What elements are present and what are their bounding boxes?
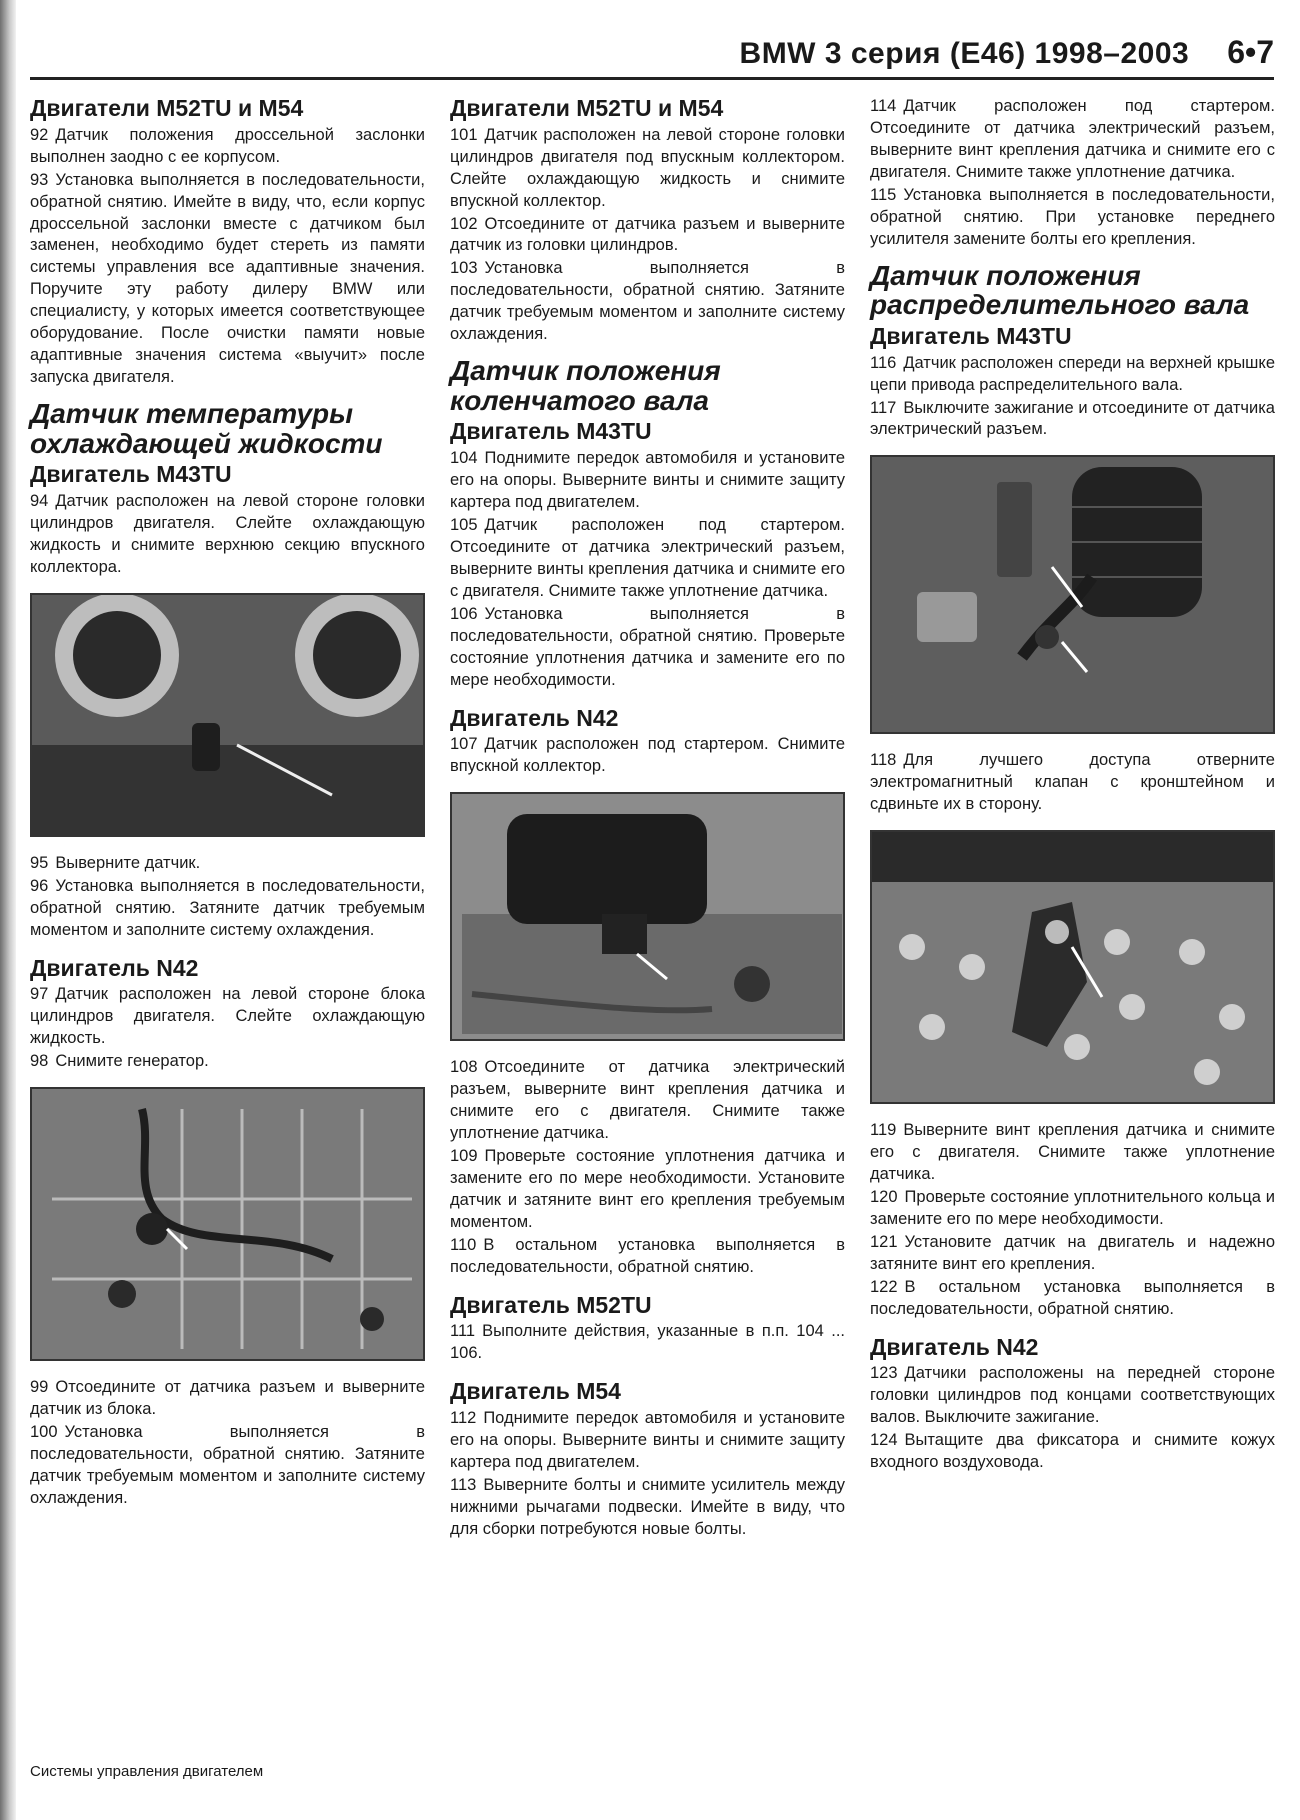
section-heading: Датчик положения коленчатого вала	[450, 355, 721, 416]
paragraph: 123 Датчики расположены на передней стороне головки цилиндров под концами соответствующих валов. Выключите зажигание.	[870, 1364, 1275, 1427]
subheading: Двигатель N42	[870, 1333, 1039, 1360]
section-heading: Датчик температуры охлаждающей жидкости	[30, 398, 383, 459]
paragraph: 108 Отсоедините от датчика электрический разъем, выверните винт крепления датчика и снимите его с двигателя. Снимите также уплотнение датчика.	[450, 1058, 845, 1142]
paragraph: 113 Выверните болты и снимите усилитель между нижними рычагами подвески. Имейте в виду, что для сборки потребуются новые болты.	[450, 1475, 845, 1538]
paragraph: 112 Поднимите передок автомобиля и установите его на опоры. Выверните винты и снимите защиту картера под двигателем.	[450, 1408, 845, 1471]
paragraph: 104 Поднимите передок автомобиля и установите его на опоры. Выверните винты и снимите защиту картера под двигателем.	[450, 449, 845, 512]
subheading: Двигатели M52TU и M54	[450, 95, 724, 121]
paragraph: 118 Для лучшего доступа отверните электромагнитный клапан с кронштейном и сдвиньте их в сторону.	[870, 751, 1275, 814]
paragraph: 101 Датчик расположен на левой стороне головки цилиндров двигателя под впускным коллектором. Слейте охлаждающую жидкость и снимите впускной коллектор.	[450, 125, 845, 210]
paragraph: 100 Установка выполняется в последовательности, обратной снятию. Затяните датчик требуемым моментом и заполните систему охлаждения.	[30, 1422, 425, 1507]
paragraph: 107 Датчик расположен под стартером. Снимите впускной коллектор.	[450, 735, 845, 776]
paragraph: 124 Вытащите два фиксатора и снимите кожух входного воздуховода.	[870, 1431, 1275, 1472]
paragraph: 117 Выключите зажигание и отсоедините от датчика электрический разъем.	[870, 398, 1275, 439]
photo-coolant-sensor-m43tu	[30, 593, 425, 837]
paragraph: 116 Датчик расположен спереди на верхней крышке цепи привода распределительного вала.	[870, 353, 1275, 394]
subheading: Двигатель N42	[450, 704, 619, 731]
starter-photo-illustration	[452, 794, 845, 1039]
subheading: Двигатели M52TU и M54	[30, 95, 304, 121]
paragraph: 106 Установка выполняется в последовательности, обратной снятию. Проверьте состояние уплотнения датчика и замените его по мере необходимости.	[450, 604, 845, 689]
engine-block-photo-illustration	[32, 1089, 425, 1359]
paragraph: 109 Проверьте состояние уплотнения датчика и замените его по мере необходимости. Установите датчик и затяните винт его крепления требуемым моментом.	[450, 1146, 845, 1231]
paragraph: 119 Выверните винт крепления датчика и снимите его с двигателя. Снимите также уплотнение датчика.	[870, 1121, 1275, 1184]
page-header	[30, 22, 1274, 80]
paragraph: 92 Датчик положения дроссельной заслонки выполнен заодно с ее корпусом.	[30, 125, 425, 166]
subheading: Двигатель M43TU	[30, 461, 232, 488]
page-edge-shadow	[0, 0, 16, 1820]
paragraph: 95 Выверните датчик.	[30, 853, 201, 872]
subheading: Двигатель N42	[30, 954, 199, 981]
paragraph: 96 Установка выполняется в последовательности, обратной снятию. Затяните датчик требуемым моментом и заполните систему охлаждения.	[30, 876, 425, 939]
engine-photo-illustration	[32, 595, 425, 835]
paragraph: 115 Установка выполняется в последовательности, обратной снятию. При установке переднего усилителя замените болты его крепления.	[870, 185, 1275, 248]
subheading: Двигатель M43TU	[450, 418, 652, 445]
subheading: Двигатель M52TU	[450, 1291, 652, 1318]
header-title: BMW 3 серия (E46) 1998–2003	[739, 37, 1190, 70]
photo-cam-sensor-removal	[870, 830, 1275, 1104]
paragraph: 103 Установка выполняется в последовательности, обратной снятию. Затяните датчик требуемым моментом и заполните систему охлаждения.	[450, 259, 845, 344]
paragraph: 120 Проверьте состояние уплотнительного кольца и замените его по мере необходимости.	[870, 1188, 1275, 1228]
page-number: 6•7	[1227, 34, 1274, 70]
paragraph: 93 Установка выполняется в последовательности, обратной снятию. Имейте в виду, что, если корпус дроссельной заслонки вместе с датчиком был заменен, необходимо будет стереть из памяти системы управления все адаптивные значения. Поручите эту работу дилеру BMW или специалисту, у которых имеется соответствующее оборудование. После очистки памяти новые адаптивные значения система «выучит» после запуска двигателя.	[30, 170, 425, 387]
paragraph: 114 Датчик расположен под стартером. Отсоедините от датчика электрический разъем, выверните винт крепления датчика и снимите его с двигателя. Снимите также уплотнение датчика.	[870, 97, 1275, 181]
cam-sensor-photo-illustration	[872, 457, 1275, 732]
photo-cam-sensor-m43tu	[870, 455, 1275, 734]
section-heading: Датчик положения распределительного вала	[870, 259, 1250, 321]
paragraph: 122 В остальном установка выполняется в последовательности, обратной снятию.	[870, 1277, 1275, 1318]
column-3	[870, 96, 1275, 1475]
paragraph: 121 Установите датчик на двигатель и надежно затяните винт его крепления.	[870, 1232, 1275, 1273]
paragraph: 94 Датчик расположен на левой стороне головки цилиндров двигателя. Слейте охлаждающую жидкость и снимите верхнюю секцию впускного коллектора.	[30, 492, 425, 576]
subheading: Двигатель M54	[450, 1378, 621, 1405]
subheading: Двигатель M43TU	[870, 322, 1072, 349]
column-2	[450, 96, 845, 1542]
paragraph: 111 Выполните действия, указанные в п.п. 104 ... 106.	[450, 1322, 845, 1363]
photo-crank-sensor-n42	[450, 792, 845, 1041]
paragraph: 97 Датчик расположен на левой стороне блока цилиндров двигателя. Слейте охлаждающую жидкость.	[30, 985, 425, 1048]
paragraph: 105 Датчик расположен под стартером. Отсоедините от датчика электрический разъем, выверните винты крепления датчика и снимите его с двигателя. Снимите также уплотнение датчика.	[450, 516, 845, 600]
sensor-bracket-photo-illustration	[872, 832, 1275, 1102]
paragraph: 98 Снимите генератор.	[30, 1052, 209, 1071]
paragraph: 102 Отсоедините от датчика разъем и выверните датчик из головки цилиндров.	[450, 214, 845, 255]
column-1	[30, 96, 425, 1511]
paragraph: 99 Отсоедините от датчика разъем и выверните датчик из блока.	[30, 1378, 425, 1419]
page-footer: Системы управления двигателем	[30, 1763, 264, 1780]
paragraph: 110 В остальном установка выполняется в последовательности, обратной снятию.	[450, 1235, 845, 1276]
photo-coolant-sensor-n42	[30, 1087, 425, 1361]
